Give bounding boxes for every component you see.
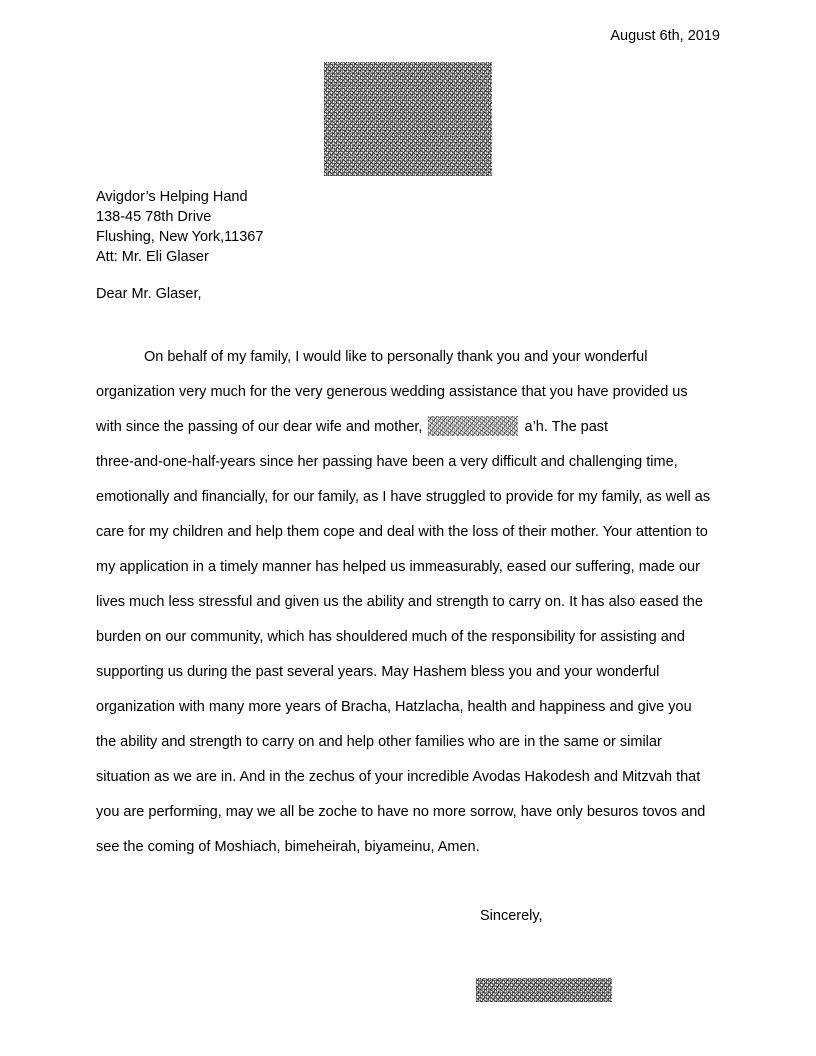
body-line: you are performing, may we all be zoche to have no more sorrow, have only besuros tovos and <box>96 804 706 820</box>
closing: Sincerely, <box>480 908 543 924</box>
body-line: care for my children and help them cope and deal with the loss of their mother. Your attention to <box>96 524 708 540</box>
body-line: emotionally and financially, for our family, as I have struggled to provide for my family, as well as <box>96 489 711 505</box>
redacted-signature <box>476 978 612 1002</box>
redacted-letterhead-image <box>324 62 492 176</box>
body-line: burden on our community, which has shouldered much of the responsibility for assisting and <box>96 629 685 645</box>
recipient-address <box>96 187 263 267</box>
letter-body <box>96 340 726 865</box>
body-line: organization with many more years of Bracha, Hatzlacha, health and happiness and give you <box>96 699 692 715</box>
letter-date: August 6th, 2019 <box>610 28 720 44</box>
body-line: the ability and strength to carry on and help other families who are in the same or similar <box>96 734 662 750</box>
body-line: see the coming of Moshiach, bimeheirah, biyameinu, Amen. <box>96 839 480 855</box>
recipient-city: Flushing, New York,11367 <box>96 229 264 245</box>
redacted-name <box>428 416 518 436</box>
recipient-attention: Att: Mr. Eli Glaser <box>96 249 209 265</box>
body-line-suffix: a’h. The past <box>524 419 609 435</box>
body-line: supporting us during the past several years. May Hashem bless you and your wonderful <box>96 664 660 680</box>
greeting: Dear Mr. Glaser, <box>96 286 202 302</box>
body-line: organization very much for the very generous wedding assistance that you have provided us <box>96 384 688 400</box>
body-line: lives much less stressful and given us the ability and strength to carry on. It has also eased the <box>96 594 703 610</box>
body-line: situation as we are in. And in the zechus of your incredible Avodas Hakodesh and Mitzvah that <box>96 769 701 785</box>
body-line <box>96 410 726 445</box>
recipient-name: Avigdor’s Helping Hand <box>96 189 248 205</box>
body-line: three-and-one-half-years since her passing have been a very difficult and challenging time, <box>96 454 678 470</box>
body-line: On behalf of my family, I would like to personally thank you and your wonderful <box>144 349 648 365</box>
body-line-text: with since the passing of our dear wife and mother, <box>96 419 423 435</box>
body-line: my application in a timely manner has helped us immeasurably, eased our suffering, made our <box>96 559 700 575</box>
recipient-street: 138-45 78th Drive <box>96 209 212 225</box>
